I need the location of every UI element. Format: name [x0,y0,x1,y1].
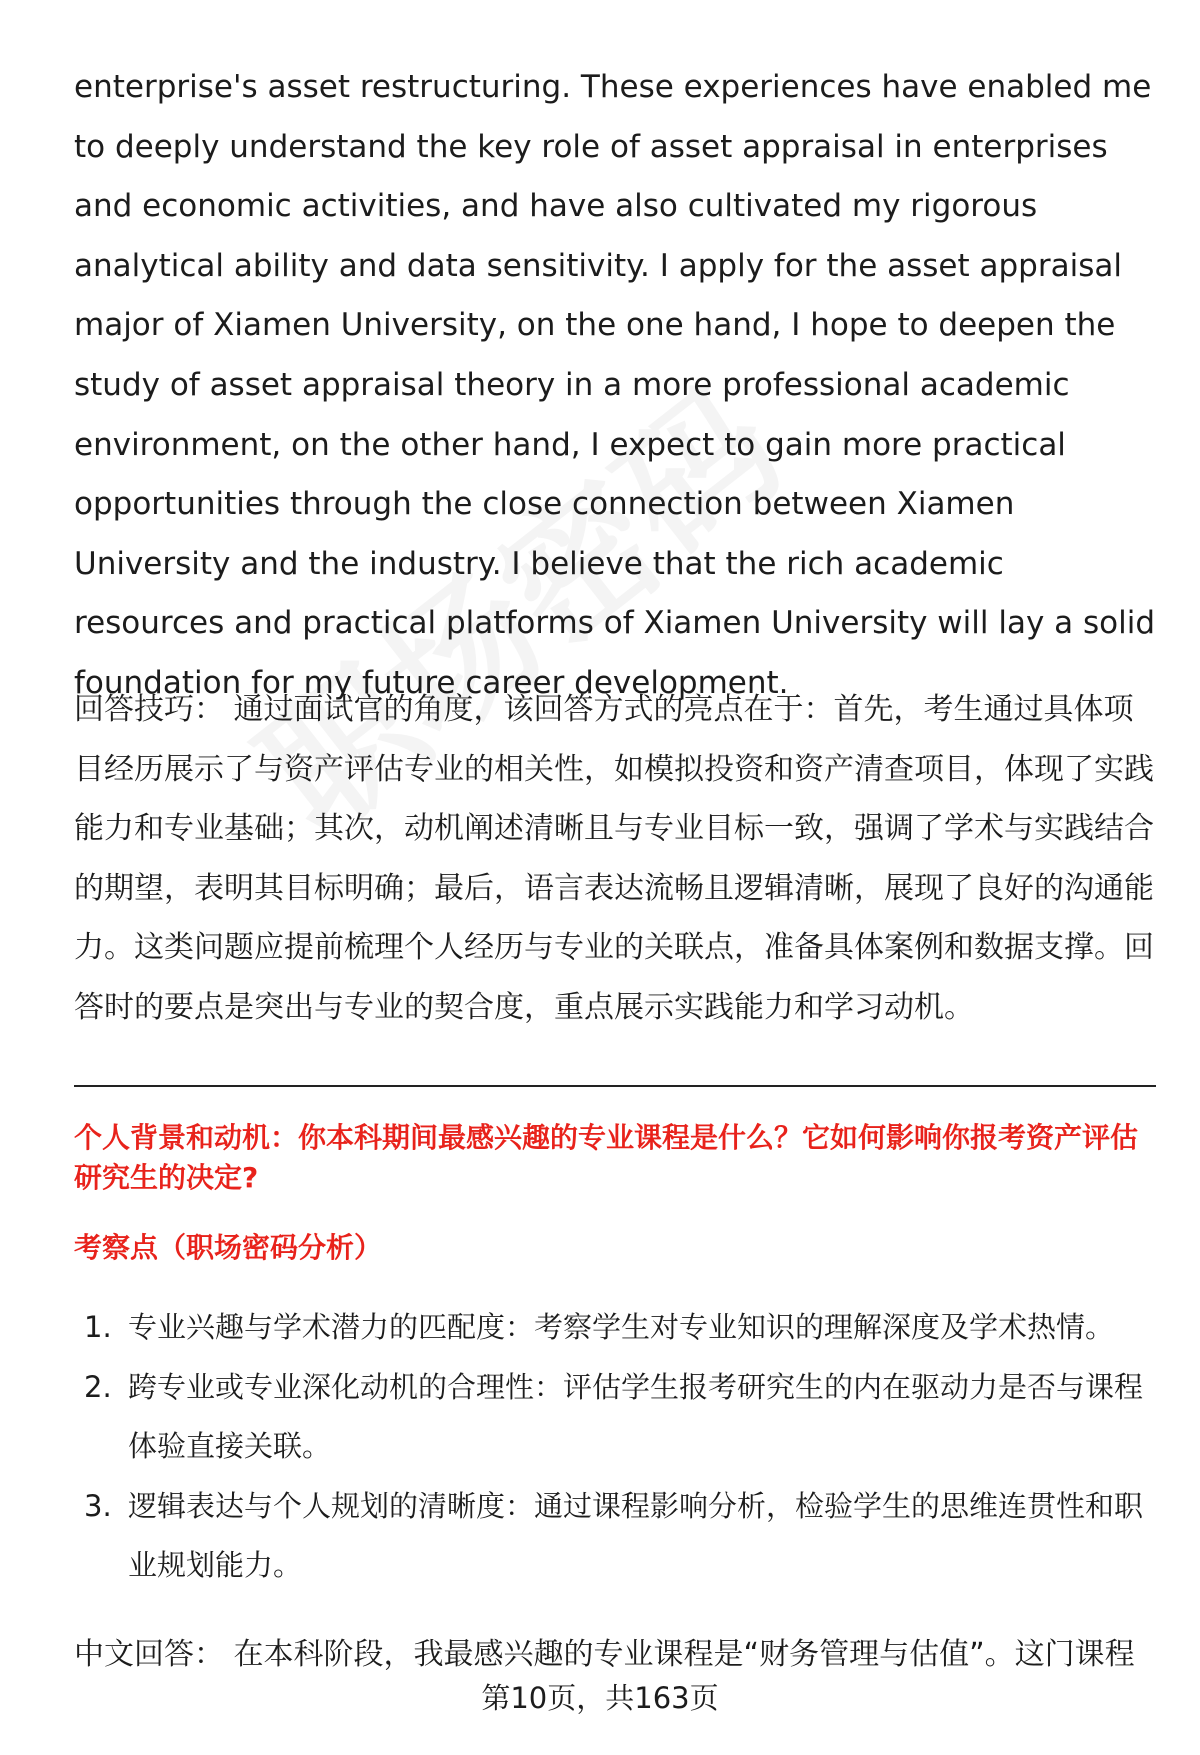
assessment-points-list [74,1298,1156,1596]
english-paragraph: enterprise's asset restructuring. These experiences have enabled me to deeply understand the key role of asset appraisal in enterprises and economic activities, and have also cultivated my rigorous analytical ability and data sensitivity. I apply for the asset appraisal major of Xiamen University, on the one hand, I hope to deepen the study of asset appraisal theory in a more professional academic environment, on the other hand, I expect to gain more practical opportunities through the close connection between Xiamen University and the industry. I believe that the rich academic resources and practical platforms of Xiamen University will lay a solid foundation for my future career development. [74,69,1156,701]
question-heading: 个人背景和动机：你本科期间最感兴趣的专业课程是什么？它如何影响你报考资产评估研究生的决定? [74,1121,1139,1194]
list-item-text: 逻辑表达与个人规划的清晰度：通过课程影响分析，检验学生的思维连贯性和职业规划能力。 [128,1488,1144,1583]
document-page [74,0,1156,1755]
assessment-heading: 考察点（职场密码分析） [74,1231,383,1264]
page-number-footer: 第10页，共163页 [481,1681,719,1715]
list-item [74,1358,1156,1477]
list-item-number: 3. [84,1488,112,1523]
list-item-number: 2. [84,1369,112,1404]
chinese-answer-paragraph: 中文回答： 在本科阶段，我最感兴趣的专业课程是“财务管理与估值”。这门课程 [74,1637,1135,1672]
list-item-text: 跨专业或专业深化动机的合理性：评估学生报考研究生的内在驱动力是否与课程体验直接关联。 [128,1369,1144,1464]
list-item [74,1477,1156,1596]
list-item-text: 专业兴趣与学术潜力的匹配度：考察学生对专业知识的理解深度及学术热情。 [128,1310,1115,1344]
section-divider [74,1085,1156,1087]
list-item [74,1298,1156,1358]
list-item-number: 1. [84,1310,112,1344]
answer-tips-paragraph: 回答技巧： 通过面试官的角度，该回答方式的亮点在于：首先，考生通过具体项目经历展示了与资产评估专业的相关性，如模拟投资和资产清查项目，体现了实践能力和专业基础；其次，动机阐述清晰且与专业目标一致，强调了学术与实践结合的期望，表明其目标明确；最后，语言表达流畅且逻辑清晰，展现了良好的沟通能力。这类问题应提前梳理个人经历与专业的关联点，准备具体案例和数据支撑。回答时的要点是突出与专业的契合度，重点展示实践能力和学习动机。 [74,692,1154,1025]
